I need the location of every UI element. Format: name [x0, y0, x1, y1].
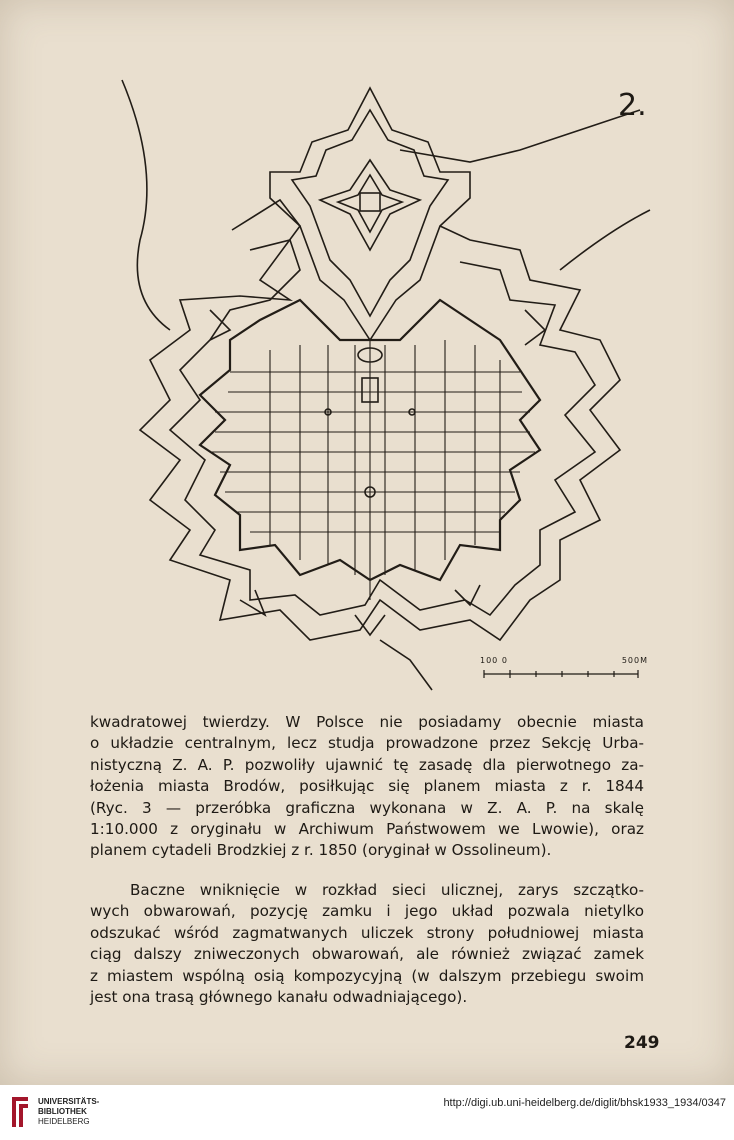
bastion-south-west [240, 590, 265, 615]
street-grid [210, 340, 535, 600]
logo-line: UNIVERSITÄTS- [38, 1097, 100, 1106]
text-line: ciąg dalszy zniweczonych obwarowań, ale również związać zamek [90, 945, 644, 964]
source-url-link[interactable]: http://digi.ub.uni-heidelberg.de/diglit/bhsk1933_1934/0347 [443, 1097, 726, 1109]
page-number: 249 [624, 1033, 660, 1053]
citadel-court [360, 193, 380, 211]
text-line: (Ryc. 3 — przeróbka graficzna wykonana w Z. A. P. na skalę [90, 798, 644, 817]
text-line: odszukać wśród zagmatwanych uliczek strony południowej miasta [90, 923, 644, 942]
library-logo-text [38, 1097, 99, 1127]
logo-line: HEIDELBERG [38, 1117, 90, 1126]
text-line: 1:10.000 z oryginału w Archiwum Państwowem we Lwowie), oraz [90, 820, 644, 839]
scale-left-label: 100 0 [480, 656, 508, 665]
scale-ruler [478, 656, 648, 686]
paragraph-1 [90, 712, 644, 862]
text-line: planem cytadeli Brodzkiej z r. 1850 (oryginał w Ossolineum). [90, 841, 552, 860]
text-line: Baczne wniknięcie w rozkład sieci ulicznej, zarys szczątko- [130, 881, 644, 899]
citadel-star-inner [338, 175, 402, 232]
text-line: wych obwarowań, pozycję zamku i jego układ pozwala nietylko [90, 902, 644, 921]
river-line [122, 80, 170, 330]
scale-right-label: 500M [621, 656, 648, 665]
paragraph-2 [90, 880, 644, 1008]
footer-bar [0, 1085, 734, 1140]
road-line-north-east [400, 110, 640, 162]
road-line-south [380, 640, 432, 690]
logo-line: BIBLIOTHEK [38, 1107, 87, 1116]
scale-bar [478, 656, 648, 686]
text-line: kwadratowej twierdzy. W Polsce nie posiadamy obecnie miasta [90, 713, 644, 731]
text-line: nistyczną Z. A. P. pozwoliły ujawnić tę zasadę dla pierwotnego za- [90, 755, 644, 774]
library-logo-icon [8, 1095, 32, 1129]
text-line: z miastem wspólną osią kompozycyjną (w dalszym przebiegu swoim [90, 966, 644, 985]
citadel-outer-wall [270, 88, 470, 340]
road-line-east [560, 210, 650, 270]
figure-number: 2. [618, 88, 647, 123]
text-line: o układzie centralnym, lecz studja prowadzone przez Sekcję Urba- [90, 734, 644, 753]
text-line: łożenia miasta Brodów, posiłkując się planem miasta z r. 1844 [90, 777, 644, 796]
text-line: jest ona trasą głównego kanału odwadniającego). [90, 988, 468, 1007]
bastion-south [355, 615, 385, 635]
